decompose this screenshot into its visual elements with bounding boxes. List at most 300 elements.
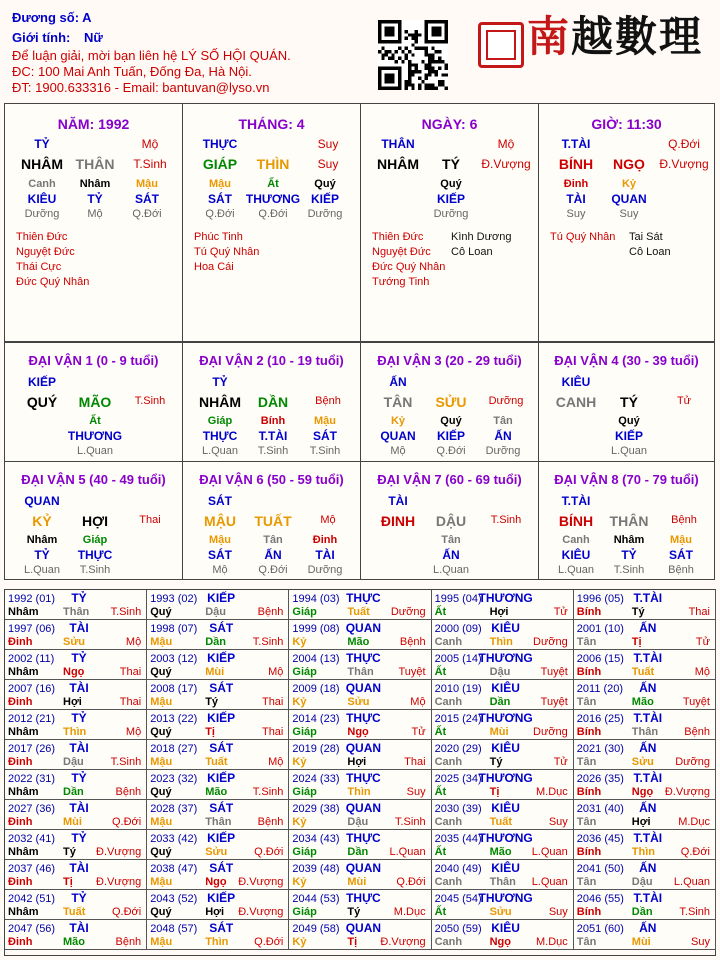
year-label: 2037 (46) <box>8 863 56 875</box>
year-cell <box>5 770 147 800</box>
year-stage: Q.Đới <box>254 936 284 948</box>
earthly-branch: TUẤT <box>254 513 292 529</box>
pillar-title: THÁNG: 4 <box>238 116 305 132</box>
hidden-role: SÁT <box>313 429 337 443</box>
year-cell <box>574 620 716 650</box>
earthly-branch: HỢI <box>82 513 108 529</box>
year-label: 2040 (49) <box>434 863 482 875</box>
year-label: 2023 (32) <box>150 773 198 785</box>
year-label: 2027 (36) <box>8 803 56 815</box>
year-branch: Hợi <box>63 696 82 708</box>
year-label: 2044 (53) <box>292 893 340 905</box>
dai-van-title: ĐẠI VẬN 3 (20 - 29 tuổi) <box>377 353 522 368</box>
year-stem: Giáp <box>292 666 317 678</box>
dai-van-3 <box>360 342 539 462</box>
star-left: Tướng Tinh <box>372 276 430 288</box>
year-label: 1992 (01) <box>8 593 56 605</box>
year-cell <box>5 740 147 770</box>
year-cell <box>574 920 716 950</box>
year-stage: L.Quan <box>673 876 710 888</box>
year-stage: Tuyệt <box>398 666 426 678</box>
hidden-stage: L.Quan <box>76 445 114 457</box>
dai-van-title: ĐẠI VẬN 1 (0 - 9 tuổi) <box>28 353 159 368</box>
hidden-stem: Giáp <box>207 415 233 427</box>
year-stage: T.Sinh <box>110 606 142 618</box>
year-thap-than: THƯƠNG <box>478 891 533 905</box>
year-label: 2024 (33) <box>292 773 340 785</box>
year-cell <box>289 800 431 830</box>
year-branch: Tý <box>631 606 645 618</box>
year-label: 2000 (09) <box>434 623 482 635</box>
year-stage: L.Quan <box>531 846 568 858</box>
year-cell <box>147 650 289 680</box>
year-cell <box>147 800 289 830</box>
year-cell <box>432 710 574 740</box>
brand-logo: 南越數理 <box>527 12 704 61</box>
year-cell <box>147 620 289 650</box>
year-stem: Ất <box>434 846 447 858</box>
year-stage: Dưỡng <box>390 606 426 618</box>
year-stem: Mậu <box>150 636 173 648</box>
year-label: 2034 (43) <box>292 833 340 845</box>
year-cell <box>289 920 431 950</box>
year-cell <box>289 830 431 860</box>
year-branch: Dần <box>347 846 369 858</box>
year-label: 2002 (11) <box>8 653 55 665</box>
year-stage: Thai <box>119 696 142 708</box>
dai-van-title: ĐẠI VẬN 4 (30 - 39 tuổi) <box>554 353 699 368</box>
year-stage: T.Sinh <box>395 816 426 828</box>
year-thap-than: SÁT <box>209 921 234 935</box>
year-branch: Mùi <box>63 816 82 828</box>
hidden-stem: Mậu <box>670 534 692 546</box>
year-stage: Tử <box>553 606 568 618</box>
thap-than: KIẾP <box>27 375 57 389</box>
star-right: Tai Sát <box>629 231 663 243</box>
year-label: 2048 (57) <box>150 923 198 935</box>
year-label: 2033 (42) <box>150 833 198 845</box>
star-left: Tú Quý Nhân <box>194 246 260 258</box>
year-cell <box>147 680 289 710</box>
year-branch: Dần <box>489 696 511 708</box>
year-branch: Mão <box>631 696 654 708</box>
year-thap-than: TỶ <box>71 591 87 605</box>
stage: Thai <box>139 514 161 526</box>
stage: Tử <box>676 395 692 407</box>
year-stem: Nhâm <box>8 786 39 798</box>
year-cell <box>432 650 574 680</box>
year-label: 2050 (59) <box>434 923 482 935</box>
year-branch: Tý <box>205 696 219 708</box>
star-left: Phúc Tinh <box>194 231 243 243</box>
year-label: 1997 (06) <box>8 623 56 635</box>
year-stem: Nhâm <box>8 606 39 618</box>
heavenly-stem: KỶ <box>32 513 52 529</box>
right-stage-2: T.Sinh <box>133 157 167 171</box>
hidden-stage: T.Sinh <box>309 445 341 457</box>
thap-than: TỶ <box>34 137 50 151</box>
star-left: Nguyệt Đức <box>16 246 75 258</box>
hidden-role: ẤN <box>442 548 460 562</box>
hidden-role: T.TÀI <box>258 429 288 443</box>
star-left: Đức Quý Nhân <box>16 276 90 288</box>
year-thap-than: THƯƠNG <box>478 651 533 665</box>
earthly-branch: DẬU <box>435 513 467 529</box>
year-cell <box>147 860 289 890</box>
stage: Mộ <box>320 514 336 526</box>
year-label: 2031 (40) <box>576 803 624 815</box>
year-thap-than: QUAN <box>345 681 382 695</box>
star-left: Hoa Cái <box>194 261 234 273</box>
year-label: 2013 (22) <box>150 713 198 725</box>
year-stage: Mộ <box>694 666 710 678</box>
year-cell <box>432 920 574 950</box>
year-thap-than: KIÊU <box>491 741 520 755</box>
hidden-stage: T.Sinh <box>613 564 645 576</box>
year-label: 2018 (27) <box>150 743 198 755</box>
year-thap-than: TỶ <box>71 891 87 905</box>
stage: T.Sinh <box>134 395 166 407</box>
year-thap-than: QUAN <box>345 621 382 635</box>
year-label: 2041 (50) <box>576 863 624 875</box>
year-stem: Quý <box>150 846 172 858</box>
thap-than: T.TÀI <box>561 494 591 508</box>
qr-code-icon <box>378 20 448 90</box>
hidden-stem: Canh <box>562 534 590 546</box>
year-stem: Nhâm <box>8 666 39 678</box>
hidden-stem: Đinh <box>312 534 338 546</box>
hidden-stem: Đinh <box>563 178 589 190</box>
year-label: 2022 (31) <box>8 773 56 785</box>
year-thap-than: TÀI <box>69 861 89 875</box>
year-stem: Kỷ <box>292 816 307 828</box>
year-stem: Bính <box>576 666 602 678</box>
year-stage: Dưỡng <box>533 726 568 738</box>
duong-so: Đương số: A <box>12 10 92 25</box>
year-cell <box>5 710 147 740</box>
year-label: 2026 (35) <box>576 773 624 785</box>
year-branch: Thân <box>489 876 516 888</box>
year-stage: T.Sinh <box>252 636 284 648</box>
earthly-branch: SỬU <box>435 394 467 410</box>
year-branch: Tý <box>63 846 76 858</box>
year-cell <box>147 770 289 800</box>
year-stage: Bệnh <box>115 936 142 948</box>
year-stem: Canh <box>434 756 463 768</box>
dai-van-7 <box>360 461 539 580</box>
year-thap-than: THỰC <box>346 591 381 605</box>
year-label: 2001 (10) <box>576 623 624 635</box>
thap-than: THỰC <box>202 137 238 151</box>
year-branch: Tuất <box>63 906 86 918</box>
year-branch: Tý <box>347 906 361 918</box>
hidden-role: THỰC <box>77 548 113 562</box>
year-stem: Ất <box>434 726 447 738</box>
year-stage: Suy <box>406 786 426 798</box>
year-thap-than: ẤN <box>639 741 657 755</box>
year-thap-than: KIẾP <box>207 651 236 665</box>
stage: Dưỡng <box>488 395 524 407</box>
year-cell <box>574 650 716 680</box>
year-label: 2008 (17) <box>150 683 198 695</box>
year-label: 2025 (34) <box>434 773 482 785</box>
earthly-branch: THÂN <box>75 156 115 172</box>
year-cell <box>289 620 431 650</box>
year-branch: Ngọ <box>631 786 654 798</box>
year-stem: Mậu <box>150 876 173 888</box>
dai-van-title: ĐẠI VẬN 8 (70 - 79 tuổi) <box>554 472 699 487</box>
pillar-title: NGÀY: 6 <box>421 116 478 132</box>
dai-van-6 <box>182 461 361 580</box>
year-cell <box>289 680 431 710</box>
hidden-role: QUAN <box>380 429 416 443</box>
year-label: 1996 (05) <box>576 593 624 605</box>
hidden-stem: Tân <box>441 534 461 546</box>
year-stage: Thai <box>688 606 710 618</box>
year-cell <box>5 890 147 920</box>
year-cell <box>574 710 716 740</box>
thap-than: SÁT <box>208 494 232 508</box>
year-thap-than: ẤN <box>639 861 657 875</box>
hidden-stem: Canh <box>28 178 56 190</box>
year-stage: Đ.Vượng <box>238 876 284 888</box>
year-label: 2029 (38) <box>292 803 340 815</box>
year-stem: Nhâm <box>8 906 39 918</box>
seal-stamp-icon <box>478 22 524 68</box>
star-right: Kình Dương <box>451 231 512 243</box>
year-label: 2021 (30) <box>576 743 624 755</box>
hidden-stage: Q.Đới <box>132 208 162 220</box>
year-label: 1995 (04) <box>434 593 482 605</box>
year-branch: Sửu <box>631 756 654 768</box>
year-branch: Ngọ <box>489 936 511 948</box>
year-thap-than: TÀI <box>69 741 89 755</box>
year-stem: Đinh <box>8 696 33 708</box>
year-branch: Mùi <box>489 726 509 738</box>
year-branch: Mùi <box>347 876 367 888</box>
year-cell <box>432 890 574 920</box>
thap-than: QUAN <box>24 494 60 508</box>
hidden-role: SÁT <box>208 548 232 562</box>
year-branch: Mão <box>205 786 228 798</box>
year-stage: Bệnh <box>684 726 710 738</box>
hidden-role: KIẾP <box>436 429 466 443</box>
year-cell <box>5 800 147 830</box>
year-cell <box>5 590 147 620</box>
year-thap-than: KIÊU <box>491 621 520 635</box>
year-stem: Đinh <box>8 636 33 648</box>
year-label: 2006 (15) <box>576 653 624 665</box>
hidden-stem: Nhâm <box>613 534 645 546</box>
year-thap-than: T.TÀI <box>633 831 663 845</box>
year-stage: L.Quan <box>531 876 568 888</box>
hidden-stage: L.Quan <box>23 564 61 576</box>
gioi-tinh-label: Giới tính: <box>12 30 71 45</box>
pillar-title: GIỜ: 11:30 <box>591 116 662 132</box>
year-branch: Sửu <box>347 696 370 708</box>
year-stage: Q.Đới <box>680 846 710 858</box>
year-stage: M.Dục <box>678 816 710 828</box>
year-cell <box>147 590 289 620</box>
pillar-3 <box>538 103 715 342</box>
year-thap-than: ẤN <box>639 801 657 815</box>
year-branch: Mão <box>63 936 85 948</box>
year-stage: Đ.Vượng <box>96 846 142 858</box>
hidden-role: TÀI <box>315 548 335 562</box>
year-stem: Kỷ <box>292 696 307 708</box>
hidden-stem: Bính <box>260 415 286 427</box>
year-label: 2010 (19) <box>434 683 482 695</box>
year-stem: Mậu <box>150 756 173 768</box>
year-stem: Giáp <box>292 906 317 918</box>
hidden-stage: Mộ <box>87 208 103 220</box>
year-thap-than: THỰC <box>346 651 381 665</box>
year-label: 2017 (26) <box>8 743 56 755</box>
year-label: 2016 (25) <box>576 713 624 725</box>
year-branch: Thân <box>347 666 374 678</box>
heavenly-stem: TÂN <box>383 394 413 410</box>
year-thap-than: TÀI <box>69 801 89 815</box>
star-right: Cô Loan <box>629 246 671 258</box>
pillar-title: NĂM: 1992 <box>57 116 130 132</box>
year-thap-than: ẤN <box>639 681 657 695</box>
year-cell <box>147 710 289 740</box>
year-label: 2015 (24) <box>434 713 482 725</box>
hidden-role: ẤN <box>494 429 512 443</box>
year-label: 1999 (08) <box>292 623 340 635</box>
hidden-stage: Suy <box>619 208 639 220</box>
star-left: Nguyệt Đức <box>372 246 431 258</box>
year-branch: Hợi <box>205 906 225 918</box>
dai-van-1 <box>4 342 183 462</box>
year-stage: Dưỡng <box>533 636 568 648</box>
year-stem: Kỷ <box>292 876 307 888</box>
year-thap-than: KIÊU <box>491 801 520 815</box>
earthly-branch: TÝ <box>620 394 638 410</box>
dai-van-2 <box>182 342 361 462</box>
year-thap-than: TÀI <box>69 621 89 635</box>
year-cell <box>432 800 574 830</box>
year-stage: Mộ <box>268 756 284 768</box>
year-branch: Thìn <box>347 786 371 798</box>
year-stem: Nhâm <box>8 726 39 738</box>
year-stage: L.Quan <box>389 846 426 858</box>
heavenly-stem: NHÂM <box>21 156 63 172</box>
year-thap-than: T.TÀI <box>633 891 663 905</box>
year-branch: Dần <box>63 786 84 798</box>
year-label: 2049 (58) <box>292 923 340 935</box>
earthly-branch: DẦN <box>257 394 289 410</box>
hidden-stage: L.Quan <box>557 564 595 576</box>
year-branch: Mão <box>347 636 370 648</box>
year-branch: Dậu <box>489 666 511 678</box>
year-thap-than: KIẾP <box>207 771 236 785</box>
yearly-table <box>4 589 716 956</box>
right-stage-2: Đ.Vượng <box>481 157 531 171</box>
year-stage: Thai <box>404 756 426 768</box>
year-stem: Bính <box>576 726 602 738</box>
year-branch: Dậu <box>205 606 226 618</box>
year-stage: T.Sinh <box>252 786 284 798</box>
year-cell <box>5 830 147 860</box>
year-cell <box>147 920 289 950</box>
year-cell <box>432 740 574 770</box>
star-left: Thiên Đức <box>16 231 68 243</box>
year-cell <box>147 740 289 770</box>
hidden-stage: Bệnh <box>668 564 694 576</box>
year-stem: Quý <box>150 786 172 798</box>
earthly-branch: THÌN <box>256 156 290 172</box>
year-thap-than: TỶ <box>71 711 87 725</box>
year-label: 2039 (48) <box>292 863 340 875</box>
year-stage: Suy <box>691 936 710 948</box>
earthly-branch: THÂN <box>609 513 649 529</box>
heavenly-stem: QUÝ <box>26 394 58 410</box>
hidden-role: KIẾP <box>436 192 466 206</box>
year-branch: Thìn <box>631 846 656 858</box>
year-thap-than: SÁT <box>209 801 234 815</box>
year-stage: Suy <box>548 906 568 918</box>
year-thap-than: TÀI <box>69 921 89 935</box>
year-thap-than: TỶ <box>71 771 87 785</box>
hidden-role: TÀI <box>566 192 586 206</box>
year-stem: Giáp <box>292 846 317 858</box>
year-label: 2043 (52) <box>150 893 198 905</box>
year-thap-than: SÁT <box>209 861 234 875</box>
year-cell <box>432 770 574 800</box>
hidden-role: KIẾP <box>614 429 644 443</box>
year-thap-than: THỰC <box>346 831 381 845</box>
year-cell <box>147 890 289 920</box>
year-stage: Bệnh <box>115 786 142 798</box>
year-branch: Dần <box>205 636 226 648</box>
year-stem: Quý <box>150 606 172 618</box>
year-branch: Ngọ <box>205 876 227 888</box>
year-stage: Đ.Vượng <box>238 906 284 918</box>
year-stem: Ất <box>434 606 447 618</box>
year-cell <box>574 680 716 710</box>
year-stage: Mộ <box>268 666 284 678</box>
hidden-stem: Quý <box>440 178 462 190</box>
year-thap-than: TÀI <box>69 681 89 695</box>
year-stage: Mộ <box>125 636 142 648</box>
year-stage: Đ.Vượng <box>380 936 426 948</box>
year-label: 1998 (07) <box>150 623 198 635</box>
year-label: 2004 (13) <box>292 653 340 665</box>
year-stem: Bính <box>576 846 602 858</box>
year-stem: Quý <box>150 906 172 918</box>
hidden-stage: L.Quan <box>201 445 239 457</box>
year-stem: Nhâm <box>8 846 39 858</box>
hidden-stage: Mộ <box>212 564 228 576</box>
year-thap-than: QUAN <box>345 801 382 815</box>
dai-van-title: ĐẠI VẬN 5 (40 - 49 tuổi) <box>21 472 166 487</box>
hidden-stem: Mậu <box>209 178 231 190</box>
year-branch: Tị <box>205 726 215 738</box>
year-cell <box>5 860 147 890</box>
year-label: 2028 (37) <box>150 803 198 815</box>
year-thap-than: T.TÀI <box>633 771 663 785</box>
year-branch: Ngọ <box>347 726 369 738</box>
year-stage: Thai <box>261 726 284 738</box>
year-stem: Tân <box>576 696 597 708</box>
year-thap-than: SÁT <box>209 681 234 695</box>
hidden-role: SÁT <box>135 192 159 206</box>
year-stem: Quý <box>150 726 172 738</box>
year-cell <box>574 830 716 860</box>
stage: Bệnh <box>671 514 697 526</box>
year-label: 2011 (20) <box>576 683 624 695</box>
